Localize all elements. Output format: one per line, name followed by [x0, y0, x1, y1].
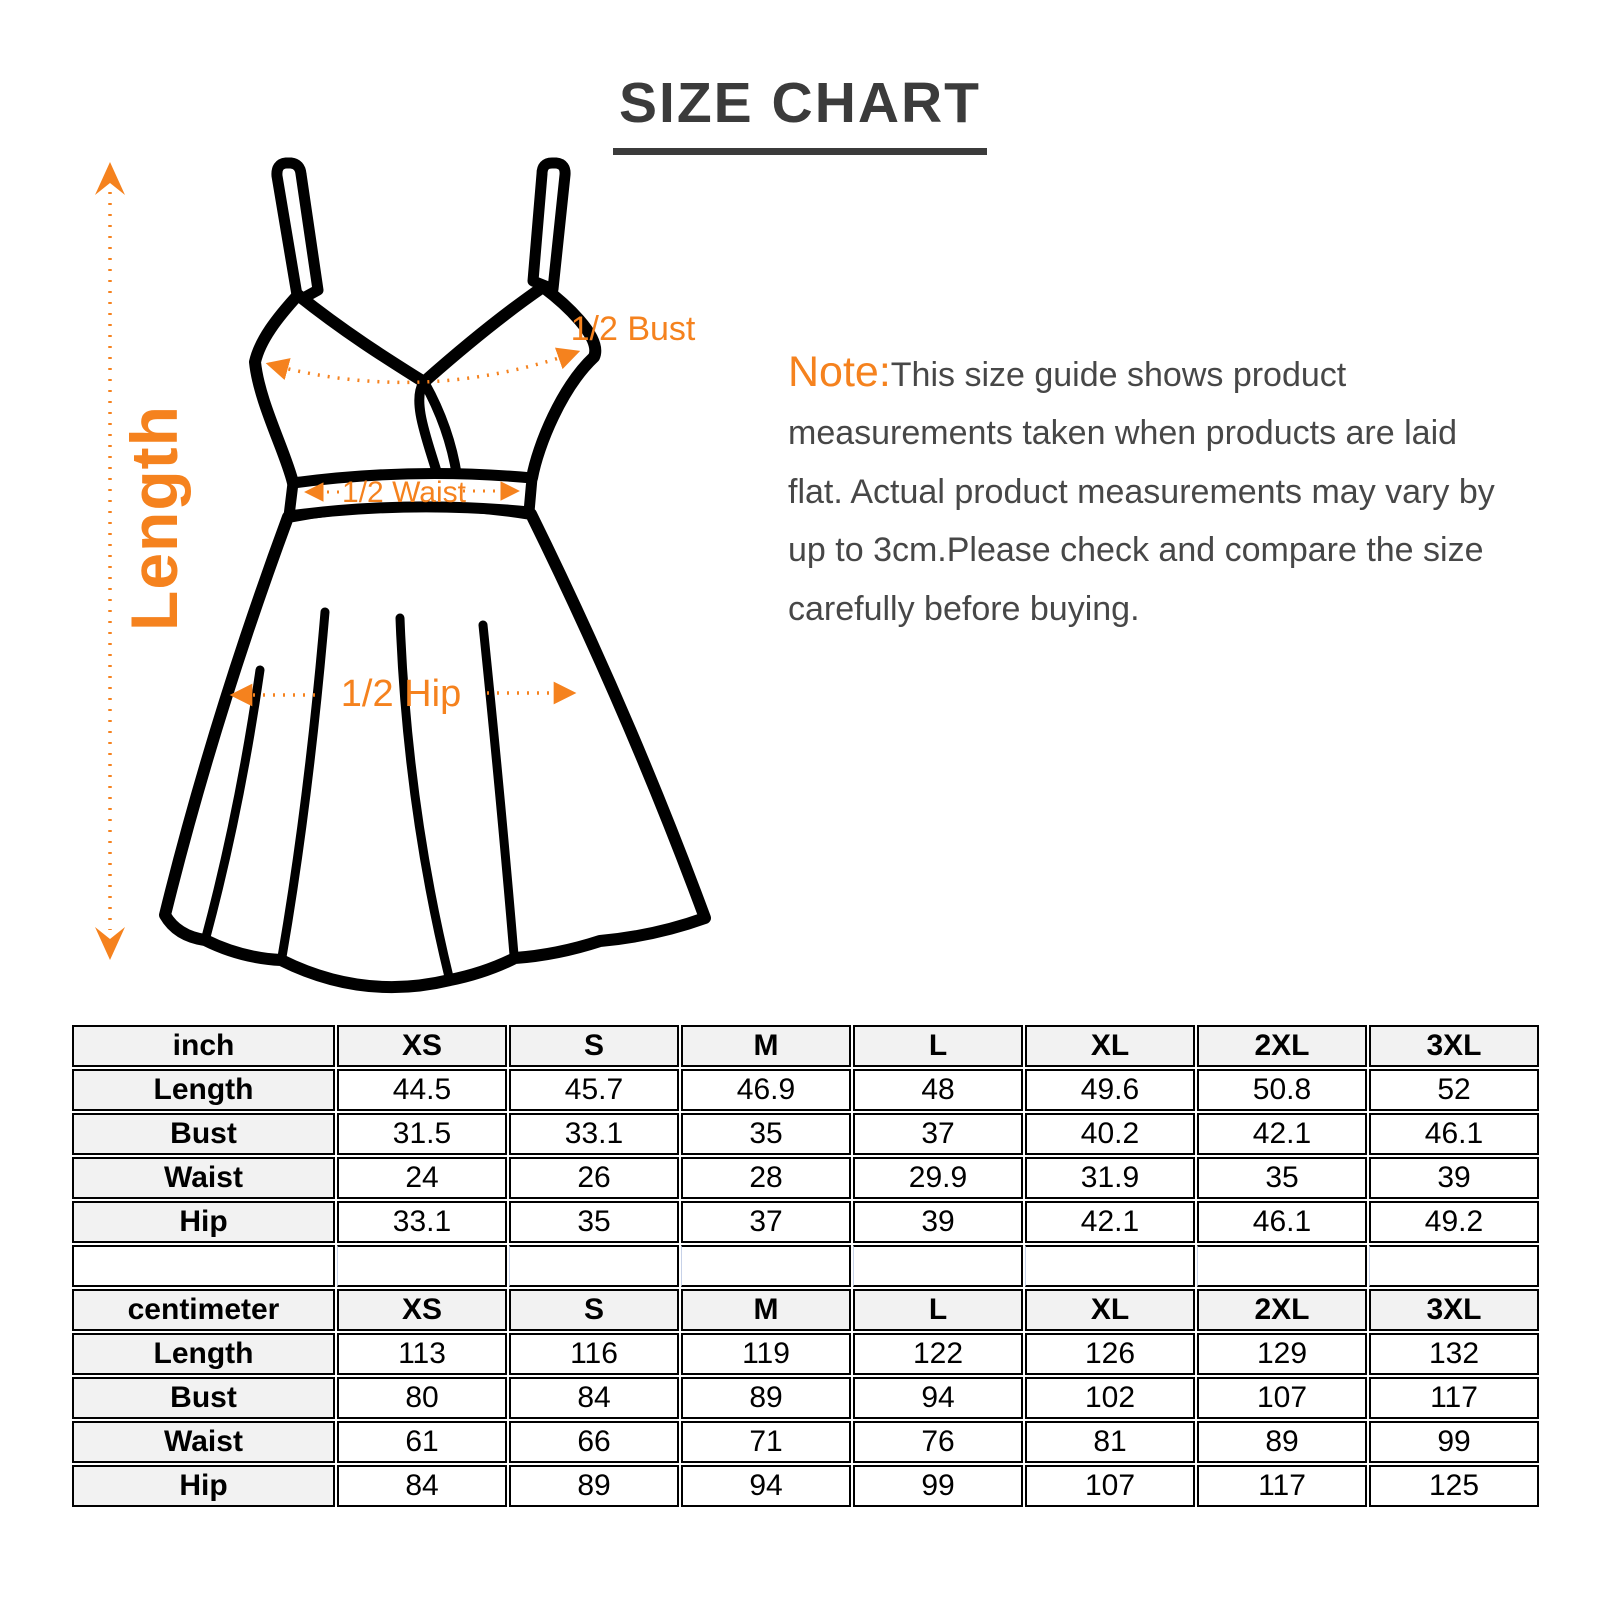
table-cell: 45.7	[509, 1069, 679, 1111]
table-gap-cell	[1369, 1245, 1539, 1287]
table-cell: 89	[1197, 1421, 1367, 1463]
size-tables	[70, 1023, 1528, 1509]
table-cell: 26	[509, 1157, 679, 1199]
hip-label: 1/2 Hip	[340, 673, 462, 715]
table-cell: 35	[681, 1113, 851, 1155]
dress-diagram	[55, 150, 725, 1000]
table-cell: 33.1	[337, 1201, 507, 1243]
table-row	[72, 1201, 1539, 1243]
table-cell: 94	[681, 1465, 851, 1507]
table-row-label: Length	[72, 1333, 335, 1375]
table-cell: 35	[1197, 1157, 1367, 1199]
table-header-row	[72, 1289, 1539, 1331]
table-cell: 119	[681, 1333, 851, 1375]
table-cell: 99	[1369, 1421, 1539, 1463]
table-cell: 99	[853, 1465, 1023, 1507]
table-cell: 76	[853, 1421, 1023, 1463]
waist-label: 1/2 Waist	[342, 476, 466, 509]
table-col-header: 2XL	[1197, 1289, 1367, 1331]
table-cell: 107	[1025, 1465, 1195, 1507]
table-cell: 37	[853, 1113, 1023, 1155]
table-col-header: 3XL	[1369, 1025, 1539, 1067]
table-col-header: S	[509, 1289, 679, 1331]
table-cell: 122	[853, 1333, 1023, 1375]
table-col-header: L	[853, 1025, 1023, 1067]
table-gap-cell	[1197, 1245, 1367, 1287]
table-cell: 42.1	[1197, 1113, 1367, 1155]
table-unit-header: inch	[72, 1025, 335, 1067]
table-cell: 31.5	[337, 1113, 507, 1155]
table-row-label: Waist	[72, 1421, 335, 1463]
table-col-header: XS	[337, 1289, 507, 1331]
table-cell: 113	[337, 1333, 507, 1375]
table-cell: 39	[853, 1201, 1023, 1243]
table-cell: 29.9	[853, 1157, 1023, 1199]
table-row	[72, 1113, 1539, 1155]
table-col-header: M	[681, 1289, 851, 1331]
table-cell: 40.2	[1025, 1113, 1195, 1155]
note-prefix: Note:	[788, 348, 891, 396]
page-title	[0, 70, 1600, 155]
table-row-label: Waist	[72, 1157, 335, 1199]
dress-strap-right	[533, 163, 565, 289]
table-cell: 42.1	[1025, 1201, 1195, 1243]
table-cell: 81	[1025, 1421, 1195, 1463]
page-title-text: SIZE CHART	[613, 70, 987, 155]
table-row-label: Length	[72, 1069, 335, 1111]
table-row	[72, 1377, 1539, 1419]
table-cell: 39	[1369, 1157, 1539, 1199]
table-row	[72, 1421, 1539, 1463]
table-col-header: S	[509, 1025, 679, 1067]
table-col-header: XS	[337, 1025, 507, 1067]
table-cell: 102	[1025, 1377, 1195, 1419]
table-row-label: Bust	[72, 1377, 335, 1419]
table-cell: 46.1	[1197, 1201, 1367, 1243]
table-cell: 107	[1197, 1377, 1367, 1419]
table-gap-cell	[681, 1245, 851, 1287]
table-col-header: 3XL	[1369, 1289, 1539, 1331]
table-cell: 89	[681, 1377, 851, 1419]
table-gap-cell	[337, 1245, 507, 1287]
note-body: This size guide shows product measurements taken when products are laid flat. Actual product measurements may vary by up to 3cm.Please check and compare the size carefully before buying.	[788, 356, 1495, 628]
table-col-header: 2XL	[1197, 1025, 1367, 1067]
table-cell: 61	[337, 1421, 507, 1463]
table-row-label: Hip	[72, 1201, 335, 1243]
table-cell: 125	[1369, 1465, 1539, 1507]
table-cell: 117	[1369, 1377, 1539, 1419]
table-unit-header: centimeter	[72, 1289, 335, 1331]
table-row-label: Hip	[72, 1465, 335, 1507]
table-cell: 126	[1025, 1333, 1195, 1375]
table-cell: 28	[681, 1157, 851, 1199]
table-cell: 48	[853, 1069, 1023, 1111]
table-cell: 35	[509, 1201, 679, 1243]
bust-label: 1/2 Bust	[570, 310, 696, 348]
table-gap-cell	[1025, 1245, 1195, 1287]
table-gap-cell	[853, 1245, 1023, 1287]
table-row	[72, 1157, 1539, 1199]
table-cell: 84	[337, 1465, 507, 1507]
table-cell: 80	[337, 1377, 507, 1419]
length-arrowhead-top-icon	[95, 162, 125, 195]
table-cell: 71	[681, 1421, 851, 1463]
table-row	[72, 1333, 1539, 1375]
table-cell: 44.5	[337, 1069, 507, 1111]
table-row	[72, 1465, 1539, 1507]
table-cell: 84	[509, 1377, 679, 1419]
table-cell: 117	[1197, 1465, 1367, 1507]
table-cell: 132	[1369, 1333, 1539, 1375]
table-cell: 52	[1369, 1069, 1539, 1111]
table-row-label: Bust	[72, 1113, 335, 1155]
length-label: Length	[117, 405, 191, 631]
table-col-header: XL	[1025, 1289, 1195, 1331]
table-cell: 129	[1197, 1333, 1367, 1375]
table-col-header: M	[681, 1025, 851, 1067]
table-cell: 49.6	[1025, 1069, 1195, 1111]
table-gap-cell	[72, 1245, 335, 1287]
table-gap-row	[72, 1245, 1539, 1287]
length-arrowhead-bottom-icon	[95, 927, 125, 960]
table-col-header: XL	[1025, 1025, 1195, 1067]
table-cell: 116	[509, 1333, 679, 1375]
table-cell: 37	[681, 1201, 851, 1243]
table-cell: 33.1	[509, 1113, 679, 1155]
table-cell: 66	[509, 1421, 679, 1463]
note-text	[788, 346, 1503, 638]
table-row	[72, 1069, 1539, 1111]
table-cell: 46.1	[1369, 1113, 1539, 1155]
table-cell: 94	[853, 1377, 1023, 1419]
table-cell: 49.2	[1369, 1201, 1539, 1243]
table-col-header: L	[853, 1289, 1023, 1331]
table-cell: 46.9	[681, 1069, 851, 1111]
dress-strap-left	[277, 163, 318, 301]
table-cell: 89	[509, 1465, 679, 1507]
table-header-row	[72, 1025, 1539, 1067]
size-table	[70, 1023, 1541, 1509]
table-cell: 50.8	[1197, 1069, 1367, 1111]
table-cell: 24	[337, 1157, 507, 1199]
table-cell: 31.9	[1025, 1157, 1195, 1199]
table-gap-cell	[509, 1245, 679, 1287]
